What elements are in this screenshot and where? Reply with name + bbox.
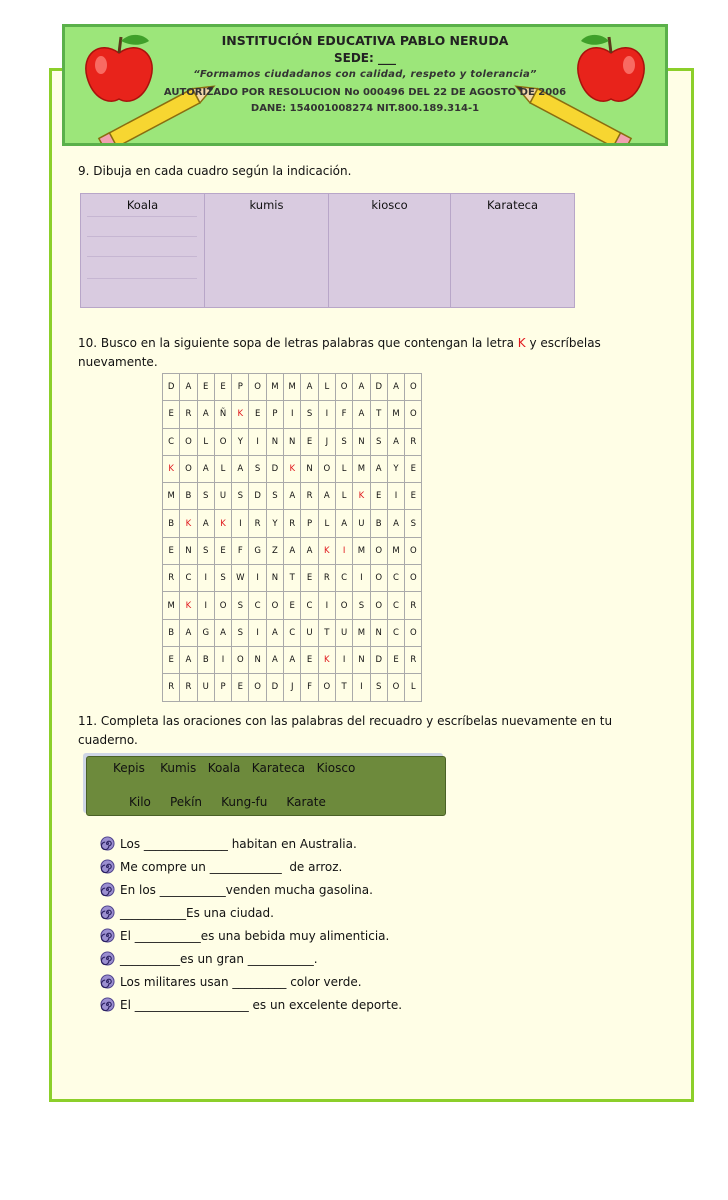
grid-cell[interactable]: E (214, 537, 231, 564)
grid-row (163, 619, 422, 646)
sentence-item (100, 995, 402, 1018)
grid-cell[interactable]: K (353, 483, 370, 510)
grid-cell[interactable]: O (405, 374, 422, 401)
spiral-bullet-icon (100, 882, 115, 897)
grid-cell[interactable]: Y (266, 510, 283, 537)
grid-cell[interactable]: I (335, 537, 352, 564)
grid-cell[interactable]: F (301, 674, 318, 701)
grid-cell[interactable]: R (180, 401, 197, 428)
grid-cell[interactable]: P (232, 374, 249, 401)
grid-cell[interactable]: C (387, 592, 404, 619)
grid-cell[interactable]: G (249, 537, 266, 564)
grid-cell[interactable]: E (284, 592, 301, 619)
word-bank-box (86, 756, 446, 816)
grid-cell[interactable]: B (163, 619, 180, 646)
school-banner (62, 24, 668, 146)
grid-cell[interactable]: I (284, 401, 301, 428)
sentence-item (100, 834, 402, 857)
grid-cell[interactable]: J (284, 674, 301, 701)
grid-cell[interactable]: O (405, 401, 422, 428)
grid-cell[interactable]: E (301, 565, 318, 592)
grid-cell[interactable]: U (197, 674, 214, 701)
grid-row (163, 374, 422, 401)
grid-cell[interactable]: E (405, 483, 422, 510)
sentence-item (100, 949, 402, 972)
grid-cell[interactable]: M (353, 619, 370, 646)
spiral-bullet-icon (100, 951, 115, 966)
grid-cell[interactable]: S (370, 674, 387, 701)
grid-cell[interactable]: K (163, 455, 180, 482)
word-bank-line: Kilo Pekín Kung-fu Karate (129, 795, 326, 809)
grid-cell[interactable]: C (301, 592, 318, 619)
grid-cell[interactable]: I (353, 565, 370, 592)
question-11-text: 11. Completa las oraciones con las palabras del recuadro y escríbelas nuevamente en tu cuaderno. (78, 714, 613, 747)
grid-cell[interactable]: L (318, 374, 335, 401)
sentence-text: Los militares usan _________ color verde. (120, 975, 362, 989)
grid-cell[interactable]: E (197, 374, 214, 401)
grid-cell[interactable]: S (353, 592, 370, 619)
grid-cell[interactable]: S (197, 483, 214, 510)
school-dane: DANE: 154001008274 NIT.800.189.314-1 (250, 103, 480, 114)
grid-cell[interactable]: C (284, 619, 301, 646)
grid-row (163, 510, 422, 537)
grid-cell[interactable]: C (387, 619, 404, 646)
grid-row (163, 483, 422, 510)
grid-cell[interactable]: C (180, 565, 197, 592)
grid-cell[interactable]: E (370, 483, 387, 510)
grid-cell[interactable]: R (249, 510, 266, 537)
grid-cell[interactable]: E (301, 428, 318, 455)
sentence-item (100, 880, 402, 903)
grid-cell[interactable]: F (335, 401, 352, 428)
grid-cell[interactable]: N (284, 428, 301, 455)
grid-cell[interactable]: O (370, 592, 387, 619)
grid-cell[interactable]: M (163, 483, 180, 510)
grid-cell[interactable]: M (284, 374, 301, 401)
school-motto: “Formamos ciudadanos con calidad, respeto y tolerancia” (193, 69, 537, 80)
grid-cell[interactable]: M (353, 537, 370, 564)
grid-cell[interactable]: S (301, 401, 318, 428)
grid-cell[interactable]: E (301, 646, 318, 673)
grid-cell[interactable]: U (214, 483, 231, 510)
grid-cell[interactable]: A (284, 537, 301, 564)
sentence-item (100, 857, 402, 880)
grid-cell[interactable]: N (266, 565, 283, 592)
grid-cell[interactable]: A (387, 428, 404, 455)
grid-cell[interactable]: K (180, 592, 197, 619)
grid-cell[interactable]: A (387, 374, 404, 401)
grid-cell[interactable]: B (197, 646, 214, 673)
grid-cell[interactable]: N (353, 646, 370, 673)
grid-cell[interactable]: S (335, 428, 352, 455)
spiral-bullet-icon (100, 928, 115, 943)
spiral-bullet-icon (100, 859, 115, 874)
sentence-text: El ___________________ es un excelente deporte. (120, 998, 403, 1012)
grid-cell[interactable]: D (370, 646, 387, 673)
grid-cell[interactable]: K (180, 510, 197, 537)
grid-cell[interactable]: S (405, 510, 422, 537)
school-sede: SEDE: ___ (334, 51, 396, 65)
grid-cell[interactable]: K (318, 646, 335, 673)
grid-cell[interactable]: R (301, 483, 318, 510)
word-bank-line: Kepis Kumis Koala Karateca Kiosco (113, 761, 356, 775)
grid-cell[interactable]: B (370, 510, 387, 537)
grid-cell[interactable]: D (249, 483, 266, 510)
grid-cell[interactable]: O (387, 674, 404, 701)
grid-cell[interactable]: O (214, 428, 231, 455)
grid-cell[interactable]: O (335, 374, 352, 401)
grid-cell[interactable]: U (353, 510, 370, 537)
grid-cell[interactable]: I (335, 646, 352, 673)
grid-cell[interactable]: L (335, 455, 352, 482)
grid-cell[interactable]: N (301, 455, 318, 482)
grid-cell[interactable]: M (387, 537, 404, 564)
grid-cell[interactable]: A (266, 646, 283, 673)
grid-cell[interactable]: M (266, 374, 283, 401)
grid-cell[interactable]: E (214, 374, 231, 401)
grid-cell[interactable]: O (180, 428, 197, 455)
grid-cell[interactable]: A (353, 401, 370, 428)
grid-row (163, 592, 422, 619)
drawing-column[interactable] (451, 194, 574, 307)
grid-row (163, 537, 422, 564)
grid-cell[interactable]: E (163, 646, 180, 673)
grid-cell[interactable]: A (318, 483, 335, 510)
sentence-text: ___________Es una ciudad. (120, 906, 274, 920)
grid-cell[interactable]: K (284, 455, 301, 482)
grid-cell[interactable]: P (266, 401, 283, 428)
grid-cell[interactable]: A (197, 510, 214, 537)
spiral-bullet-icon (100, 974, 115, 989)
grid-cell[interactable]: I (249, 428, 266, 455)
grid-cell[interactable]: I (318, 592, 335, 619)
grid-cell[interactable]: J (318, 428, 335, 455)
grid-cell[interactable]: D (266, 674, 283, 701)
grid-cell[interactable]: A (335, 510, 352, 537)
grid-cell[interactable]: O (405, 537, 422, 564)
grid-cell[interactable]: F (232, 537, 249, 564)
grid-cell[interactable]: L (318, 510, 335, 537)
grid-cell[interactable]: Y (387, 455, 404, 482)
grid-row (163, 646, 422, 673)
grid-cell[interactable]: O (180, 455, 197, 482)
grid-cell[interactable]: I (249, 565, 266, 592)
school-name: INSTITUCIÓN EDUCATIVA PABLO NERUDA (221, 33, 509, 48)
grid-cell[interactable]: A (370, 455, 387, 482)
grid-cell[interactable]: M (353, 455, 370, 482)
grid-cell[interactable]: S (370, 428, 387, 455)
sentence-text: __________es un gran ___________. (120, 952, 318, 966)
grid-cell[interactable]: I (197, 565, 214, 592)
sentence-list (100, 834, 402, 1018)
column-header: kiosco (371, 198, 408, 212)
grid-cell[interactable]: A (266, 619, 283, 646)
grid-cell[interactable]: R (405, 428, 422, 455)
grid-cell[interactable]: P (301, 510, 318, 537)
sentence-text: Los ______________ habitan en Australia. (120, 837, 357, 851)
grid-cell[interactable]: S (232, 592, 249, 619)
grid-row (163, 674, 422, 701)
grid-cell[interactable]: B (180, 483, 197, 510)
grid-cell[interactable]: O (318, 455, 335, 482)
grid-cell[interactable]: E (387, 646, 404, 673)
grid-cell[interactable]: A (301, 537, 318, 564)
grid-cell[interactable]: C (249, 592, 266, 619)
grid-cell[interactable]: A (284, 646, 301, 673)
grid-cell[interactable]: S (266, 483, 283, 510)
question-10-text-start: 10. Busco en la siguiente sopa de letras palabras que contengan la letra (78, 336, 518, 350)
sentence-item (100, 972, 402, 995)
grid-cell[interactable]: E (405, 455, 422, 482)
grid-cell[interactable]: A (180, 646, 197, 673)
grid-cell[interactable]: M (163, 592, 180, 619)
grid-row (163, 428, 422, 455)
grid-cell[interactable]: S (249, 455, 266, 482)
drawing-table (80, 193, 575, 308)
grid-cell[interactable]: K (318, 537, 335, 564)
grid-cell[interactable]: I (249, 619, 266, 646)
grid-cell[interactable]: A (197, 455, 214, 482)
drawing-column[interactable] (329, 194, 451, 307)
grid-cell[interactable]: Y (232, 428, 249, 455)
grid-cell[interactable]: U (335, 619, 352, 646)
grid-cell[interactable]: R (284, 510, 301, 537)
question-10-text (78, 334, 638, 372)
grid-cell[interactable]: R (163, 565, 180, 592)
grid-cell[interactable]: O (232, 646, 249, 673)
sentence-item (100, 926, 402, 949)
question-10-text-end: y escríbelas nuevamente. (78, 336, 601, 369)
grid-cell[interactable]: I (197, 592, 214, 619)
grid-cell[interactable]: O (370, 537, 387, 564)
sentence-item (100, 903, 402, 926)
grid-cell[interactable]: N (370, 619, 387, 646)
column-header: Koala (126, 198, 159, 212)
sentence-text: En los ___________venden mucha gasolina. (120, 883, 373, 897)
grid-row (163, 565, 422, 592)
drawing-column[interactable] (81, 194, 205, 307)
grid-cell[interactable]: O (405, 619, 422, 646)
grid-cell[interactable]: I (214, 646, 231, 673)
grid-cell[interactable]: O (266, 592, 283, 619)
grid-cell[interactable]: W (232, 565, 249, 592)
grid-cell[interactable]: Ñ (214, 401, 231, 428)
grid-cell[interactable]: S (197, 537, 214, 564)
grid-cell[interactable]: S (232, 619, 249, 646)
grid-row (163, 455, 422, 482)
grid-cell[interactable]: K (232, 401, 249, 428)
grid-cell[interactable]: E (163, 401, 180, 428)
grid-cell[interactable]: N (266, 428, 283, 455)
grid-cell[interactable]: L (335, 483, 352, 510)
grid-cell[interactable]: O (214, 592, 231, 619)
grid-cell[interactable]: R (163, 674, 180, 701)
grid-cell[interactable]: I (318, 401, 335, 428)
grid-cell[interactable]: E (249, 401, 266, 428)
grid-cell[interactable]: T (370, 401, 387, 428)
school-authorization: AUTORIZADO POR RESOLUCION No 000496 DEL 22 DE AGOSTO DE 2006 (163, 87, 567, 98)
word-search-grid (162, 373, 422, 702)
grid-cell[interactable]: A (284, 483, 301, 510)
grid-cell[interactable]: O (249, 674, 266, 701)
grid-cell[interactable]: R (405, 646, 422, 673)
grid-cell[interactable]: S (232, 483, 249, 510)
grid-cell[interactable]: O (318, 674, 335, 701)
grid-cell[interactable]: I (353, 674, 370, 701)
grid-cell[interactable]: N (180, 537, 197, 564)
grid-cell[interactable]: R (405, 592, 422, 619)
grid-cell[interactable]: Z (266, 537, 283, 564)
grid-cell[interactable]: B (163, 510, 180, 537)
grid-cell[interactable]: A (232, 455, 249, 482)
drawing-column[interactable] (205, 194, 329, 307)
grid-cell[interactable]: R (318, 565, 335, 592)
grid-cell[interactable]: E (232, 674, 249, 701)
column-header: Karateca (486, 198, 539, 212)
grid-cell[interactable]: O (335, 592, 352, 619)
grid-cell[interactable]: L (405, 674, 422, 701)
spiral-bullet-icon (100, 997, 115, 1012)
grid-cell[interactable]: D (163, 374, 180, 401)
grid-cell[interactable]: D (370, 374, 387, 401)
grid-cell[interactable]: U (301, 619, 318, 646)
grid-cell[interactable]: C (163, 428, 180, 455)
grid-cell[interactable]: A (180, 374, 197, 401)
grid-cell[interactable]: N (249, 646, 266, 673)
grid-cell[interactable]: A (301, 374, 318, 401)
grid-cell[interactable]: A (387, 510, 404, 537)
grid-cell[interactable]: I (387, 483, 404, 510)
grid-cell[interactable]: A (180, 619, 197, 646)
question-9-text: 9. Dibuja en cada cuadro según la indicación. (78, 164, 352, 178)
grid-cell[interactable]: A (214, 619, 231, 646)
grid-cell[interactable]: D (266, 455, 283, 482)
grid-cell[interactable]: E (163, 537, 180, 564)
grid-cell[interactable]: A (197, 401, 214, 428)
grid-cell[interactable]: G (197, 619, 214, 646)
grid-cell[interactable]: C (387, 565, 404, 592)
grid-cell[interactable]: P (214, 674, 231, 701)
column-header: kumis (249, 198, 284, 212)
grid-cell[interactable]: R (180, 674, 197, 701)
grid-cell[interactable]: S (214, 565, 231, 592)
grid-cell[interactable]: C (335, 565, 352, 592)
grid-row (163, 401, 422, 428)
spiral-bullet-icon (100, 836, 115, 851)
sentence-text: Me compre un ____________ de arroz. (120, 860, 343, 874)
spiral-bullet-icon (100, 905, 115, 920)
grid-cell[interactable]: O (370, 565, 387, 592)
grid-cell[interactable]: T (284, 565, 301, 592)
grid-cell[interactable]: T (335, 674, 352, 701)
grid-cell[interactable]: T (318, 619, 335, 646)
grid-cell[interactable]: K (214, 510, 231, 537)
grid-cell[interactable]: O (405, 565, 422, 592)
grid-cell[interactable]: I (232, 510, 249, 537)
grid-cell[interactable]: L (214, 455, 231, 482)
grid-cell[interactable]: L (197, 428, 214, 455)
grid-cell[interactable]: M (387, 401, 404, 428)
grid-cell[interactable]: N (353, 428, 370, 455)
grid-cell[interactable]: A (353, 374, 370, 401)
grid-cell[interactable]: O (249, 374, 266, 401)
letter-k: K (517, 336, 526, 350)
sentence-text: El ___________es una bebida muy alimenticia. (120, 929, 390, 943)
